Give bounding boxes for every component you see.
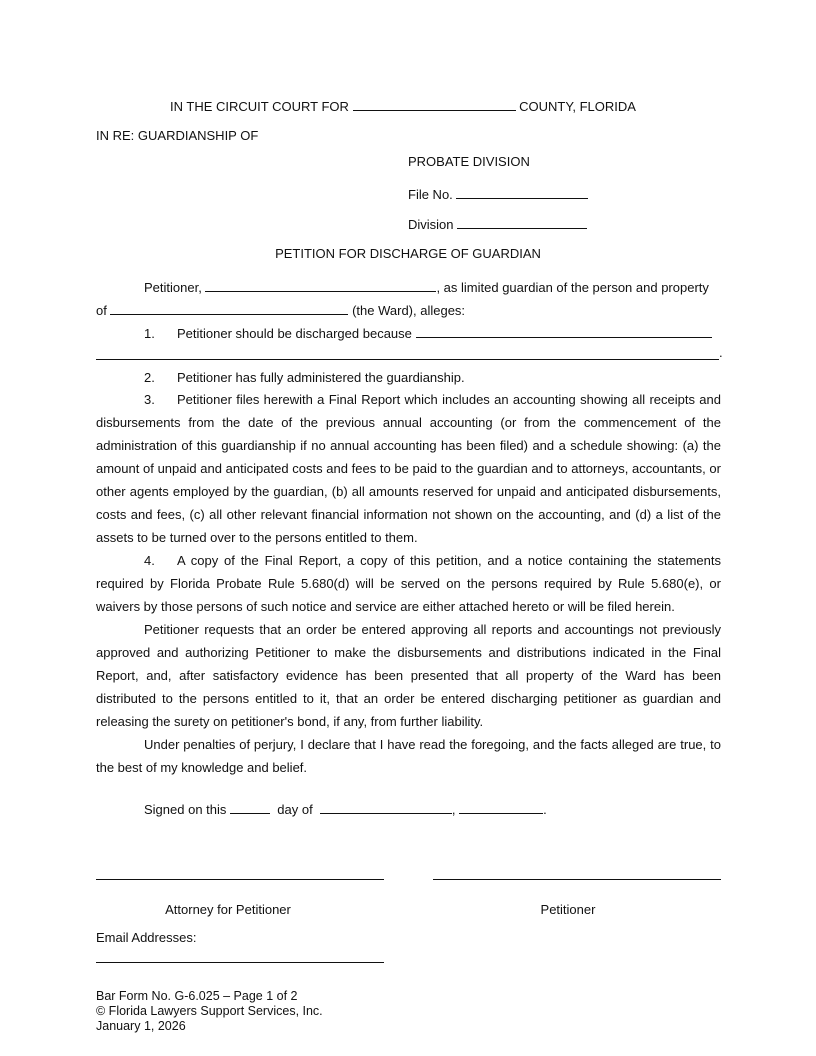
- discharge-reason-blank[interactable]: [416, 324, 712, 338]
- document-title: PETITION FOR DISCHARGE OF GUARDIAN: [275, 246, 541, 261]
- court-suffix: COUNTY, FLORIDA: [519, 99, 636, 114]
- item-2-number: 2.: [144, 370, 155, 385]
- attorney-label: Attorney for Petitioner: [165, 902, 291, 917]
- year-blank[interactable]: [459, 800, 543, 814]
- court-prefix: IN THE CIRCUIT COURT FOR: [170, 99, 349, 114]
- probate-division-label: PROBATE DIVISION: [408, 154, 530, 169]
- item-2: [144, 370, 465, 385]
- file-no-label: File No.: [408, 187, 453, 202]
- perjury-paragraph: [96, 733, 721, 779]
- petitioner-label: Petitioner,: [144, 280, 202, 295]
- discharge-reason-line-2[interactable]: [96, 359, 719, 360]
- division-blank[interactable]: [457, 215, 587, 229]
- of-label: of: [96, 303, 107, 318]
- petitioner-signature-line[interactable]: [433, 879, 721, 880]
- request-text: Petitioner requests that an order be entered approving all reports and accountings not previously approved and authorizing Petitioner to make the disbursements and distributions indicated in the Final Report, and, after satisfactory evidence has been presented that all property of the Ward has been distributed to the persons entitled to it, that an order be entered discharging petitioner as guardian and releasing the surety on petitioner's bond, if any, from further liability.: [96, 622, 721, 729]
- court-caption: [170, 97, 636, 114]
- in-re-heading: IN RE: GUARDIANSHIP OF: [96, 128, 259, 143]
- signed-comma: ,: [451, 802, 456, 817]
- item-4-text: A copy of the Final Report, a copy of this petition, and a notice containing the statements required by Florida Probate Rule 5.680(d) will be served on the persons required by Rule 5.680(e), or waivers by those persons of such notice and service are either attached hereto or will be filed herein.: [96, 553, 721, 614]
- copyright-notice: © Florida Lawyers Support Services, Inc.: [96, 1004, 323, 1018]
- item-1: [144, 324, 712, 341]
- bar-form-number: Bar Form No. G-6.025 – Page 1 of 2: [96, 989, 298, 1003]
- file-no-blank[interactable]: [456, 185, 588, 199]
- item-3-text: Petitioner files herewith a Final Report which includes an accounting showing all receipts and disbursements from the date of the previous annual accounting (or from the commencement of the administration of this guardianship if no annual accounting has been filed) and a schedule showing: (a) the amount of unpaid and anticipated costs and fees to be paid to the guardian and to attorneys, accountants, or other agents employed by the guardian, (b) all amounts reserved for unpaid and anticipated disbursements, costs and fees, (c) all other relevant financial information not shown on the accounting, and (d) a list of the assets to be turned over to the persons entitled to them.: [96, 392, 721, 545]
- as-guardian-text: , as limited guardian of the person and property: [436, 280, 709, 295]
- form-footer: [96, 989, 323, 1034]
- signed-on-label: Signed on this: [144, 802, 227, 817]
- intro-line-2: [96, 301, 465, 318]
- intro-line-1: [144, 278, 709, 295]
- month-blank[interactable]: [320, 800, 452, 814]
- petitioner-name-blank[interactable]: [205, 278, 436, 292]
- ward-text: (the Ward), alleges:: [352, 303, 466, 318]
- signed-period: .: [543, 802, 547, 817]
- item-3: [96, 388, 721, 549]
- item-3-number: 3.: [144, 392, 155, 407]
- reason-period: .: [719, 345, 723, 360]
- email-addresses-label: Email Addresses:: [96, 930, 197, 945]
- form-date: January 1, 2026: [96, 1019, 186, 1033]
- email-addresses-line[interactable]: [96, 962, 384, 963]
- division-label: Division: [408, 217, 454, 232]
- item-1-text: Petitioner should be discharged because: [177, 326, 412, 341]
- file-no-row: [408, 185, 588, 202]
- item-4: [96, 549, 721, 618]
- day-of-label: day of: [277, 802, 313, 817]
- county-blank[interactable]: [353, 97, 516, 111]
- day-blank[interactable]: [230, 800, 270, 814]
- request-paragraph: [96, 618, 721, 733]
- petitioner-signature-label: Petitioner: [540, 902, 596, 917]
- item-2-text: Petitioner has fully administered the guardianship.: [177, 370, 465, 385]
- item-4-number: 4.: [144, 553, 155, 568]
- division-row: [408, 215, 587, 232]
- item-1-number: 1.: [144, 326, 155, 341]
- signed-on-row: [144, 800, 547, 817]
- perjury-text: Under penalties of perjury, I declare that I have read the foregoing, and the facts alleged are true, to the best of my knowledge and belief.: [96, 737, 721, 775]
- attorney-signature-line[interactable]: [96, 879, 384, 880]
- ward-name-blank[interactable]: [110, 301, 348, 315]
